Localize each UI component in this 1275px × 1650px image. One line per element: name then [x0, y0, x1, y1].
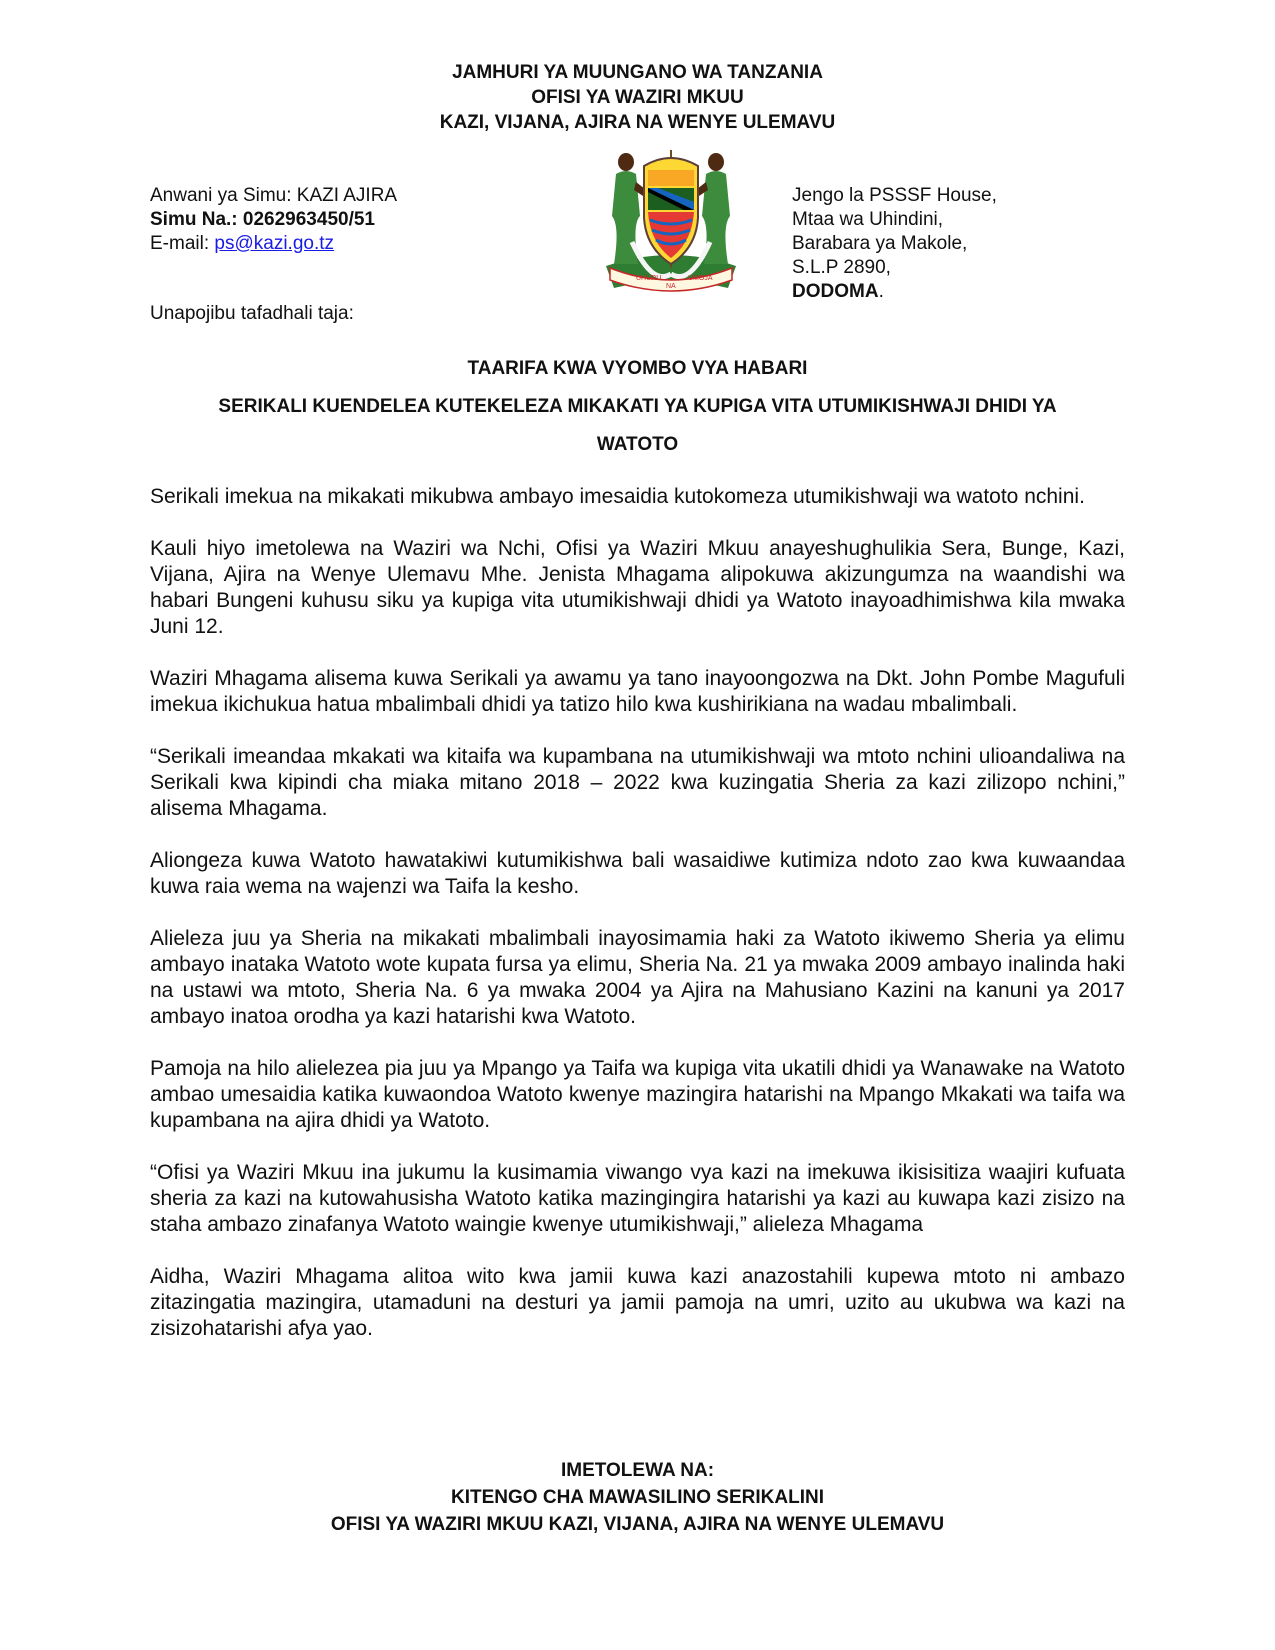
telegram-address: Anwani ya Simu: KAZI AJIRA: [150, 185, 398, 206]
paragraph-3: Waziri Mhagama alisema kuwa Serikali ya awamu ya tano inayoongozwa na Dkt. John Pombe Magufuli imekua ikichukua hatua mbalimbali dhidi ya tatizo hilo kwa kushirikiana na wadau mbalimbali.: [150, 667, 1125, 716]
letterhead-header: [0, 60, 1275, 135]
motto-right: UMOJA: [688, 275, 713, 282]
press-release-titles: [150, 350, 1125, 464]
motto-mid: NA: [666, 283, 676, 290]
issued-by-footer: [0, 1457, 1275, 1538]
paragraph-6: Alieleza juu ya Sheria na mikakati mbalimbali inayosimamia haki za Watoto ikiwemo Sheria ya elimu ambayo inataka Watoto wote kupata fursa ya elimu, Sheria Na. 21 ya mwaka 2009 ambayo inalinda haki na ustawi wa mtoto, Sheria Na. 6 ya mwaka 2004 ya Ajira na Mahusiano Kazini na kanuni ya 2017 ambayo inatoa orodha ya kazi hatarishi kwa Watoto.: [150, 927, 1125, 1028]
address-line-3: Barabara ya Makole,: [792, 233, 968, 254]
email-label: E-mail:: [150, 233, 215, 254]
header-country: JAMHURI YA MUUNGANO WA TANZANIA: [452, 62, 823, 83]
issuing-office: OFISI YA WAZIRI MKUU KAZI, VIJANA, AJIRA NA WENYE ULEMAVU: [330, 1514, 945, 1535]
address-line-1: Jengo la PSSSF House,: [792, 185, 997, 206]
press-release-kicker: TAARIFA KWA VYOMBO VYA HABARI: [467, 358, 808, 379]
paragraph-7: Pamoja na hilo alielezea pia juu ya Mpango ya Taifa wa kupiga vita ukatili dhidi ya Wanawake na Watoto ambao umesaidia katika kuwaondoa Watoto kwenye mazingira hatarishi na Mpango Mkakati wa taifa wa kupambana na ajira dhidi ya Watoto.: [150, 1057, 1125, 1132]
issued-by-label: IMETOLEWA NA:: [560, 1460, 715, 1481]
issuing-unit: KITENGO CHA MAWASILINO SERIKALINI: [451, 1487, 824, 1508]
header-ministry: KAZI, VIJANA, AJIRA NA WENYE ULEMAVU: [439, 112, 836, 133]
paragraph-5: Aliongeza kuwa Watoto hawatakiwi kutumikishwa bali wasaidiwe kutimiza ndoto zao kwa kuwaandaa kuwa raia wema na wajenzi wa Taifa la kesho.: [150, 849, 1125, 898]
email-line: [150, 232, 397, 256]
address-line-2: Mtaa wa Uhindini,: [792, 209, 944, 230]
paragraph-1: Serikali imekua na mikakati mikubwa ambayo imesaidia kutokomeza utumikishwaji wa watoto nchini.: [150, 485, 1085, 508]
header-office: OFISI YA WAZIRI MKUU: [531, 87, 744, 108]
paragraph-9: Aidha, Waziri Mhagama alitoa wito kwa jamii kuwa kazi anazostahili kupewa mtoto ni ambazo zitazingatia mazingira, utamaduni na desturi ya jamii pamoja na umri, uzito au ukubwa wa kazi na zisizohatarishi afya yao.: [150, 1265, 1125, 1340]
address-city-line: [792, 280, 997, 304]
motto-left: UHURU: [636, 275, 662, 282]
article-body: [150, 484, 1125, 1368]
coat-of-arms-emblem: [592, 146, 750, 298]
reply-reference-note: Unapojibu tafadhali taja:: [150, 303, 354, 324]
headline-line-2: WATOTO: [596, 434, 679, 455]
phone-number: Simu Na.: 0262963450/51: [150, 209, 375, 230]
address-city-suffix: .: [878, 281, 884, 302]
paragraph-8: “Ofisi ya Waziri Mkuu ina jukumu la kusimamia viwango vya kazi na imekuwa ikisisitiza waajiri kufuata sheria za kazi na kutowahusisha Watoto katika mazingingira hatarishi ya kazi au kuwapa kazi zisizo na staha ambazo zinafanya Watoto waingie kwenye utumikishwaji,” alieleza Mhagama: [150, 1161, 1125, 1236]
paragraph-2: Kauli hiyo imetolewa na Waziri wa Nchi, Ofisi ya Waziri Mkuu anayeshughulikia Sera, Bunge, Kazi, Vijana, Ajira na Wenye Ulemavu Mhe. Jenista Mhagama alipokuwa akizungumza na waandishi wa habari Bungeni kuhusu siku ya kupiga vita utumikishwaji dhidi ya Watoto inayoadhimishwa kila mwaka Juni 12.: [150, 537, 1125, 638]
email-link[interactable]: ps@kazi.go.tz: [214, 233, 335, 254]
address-city: DODOMA: [792, 281, 879, 302]
contact-block: [150, 184, 397, 256]
address-line-4: S.L.P 2890,: [792, 257, 891, 278]
postal-address: [792, 184, 997, 304]
headline-line-1: SERIKALI KUENDELEA KUTEKELEZA MIKAKATI YA KUPIGA VITA UTUMIKISHWAJI DHIDI YA: [218, 396, 1057, 417]
paragraph-4: “Serikali imeandaa mkakati wa kitaifa wa kupambana na utumikishwaji wa mtoto nchini ulioandaliwa na Serikali kwa kipindi cha miaka mitano 2018 – 2022 kwa kuzingatia Sheria za kazi zilizopo nchini,” alisema Mhagama.: [150, 745, 1125, 820]
